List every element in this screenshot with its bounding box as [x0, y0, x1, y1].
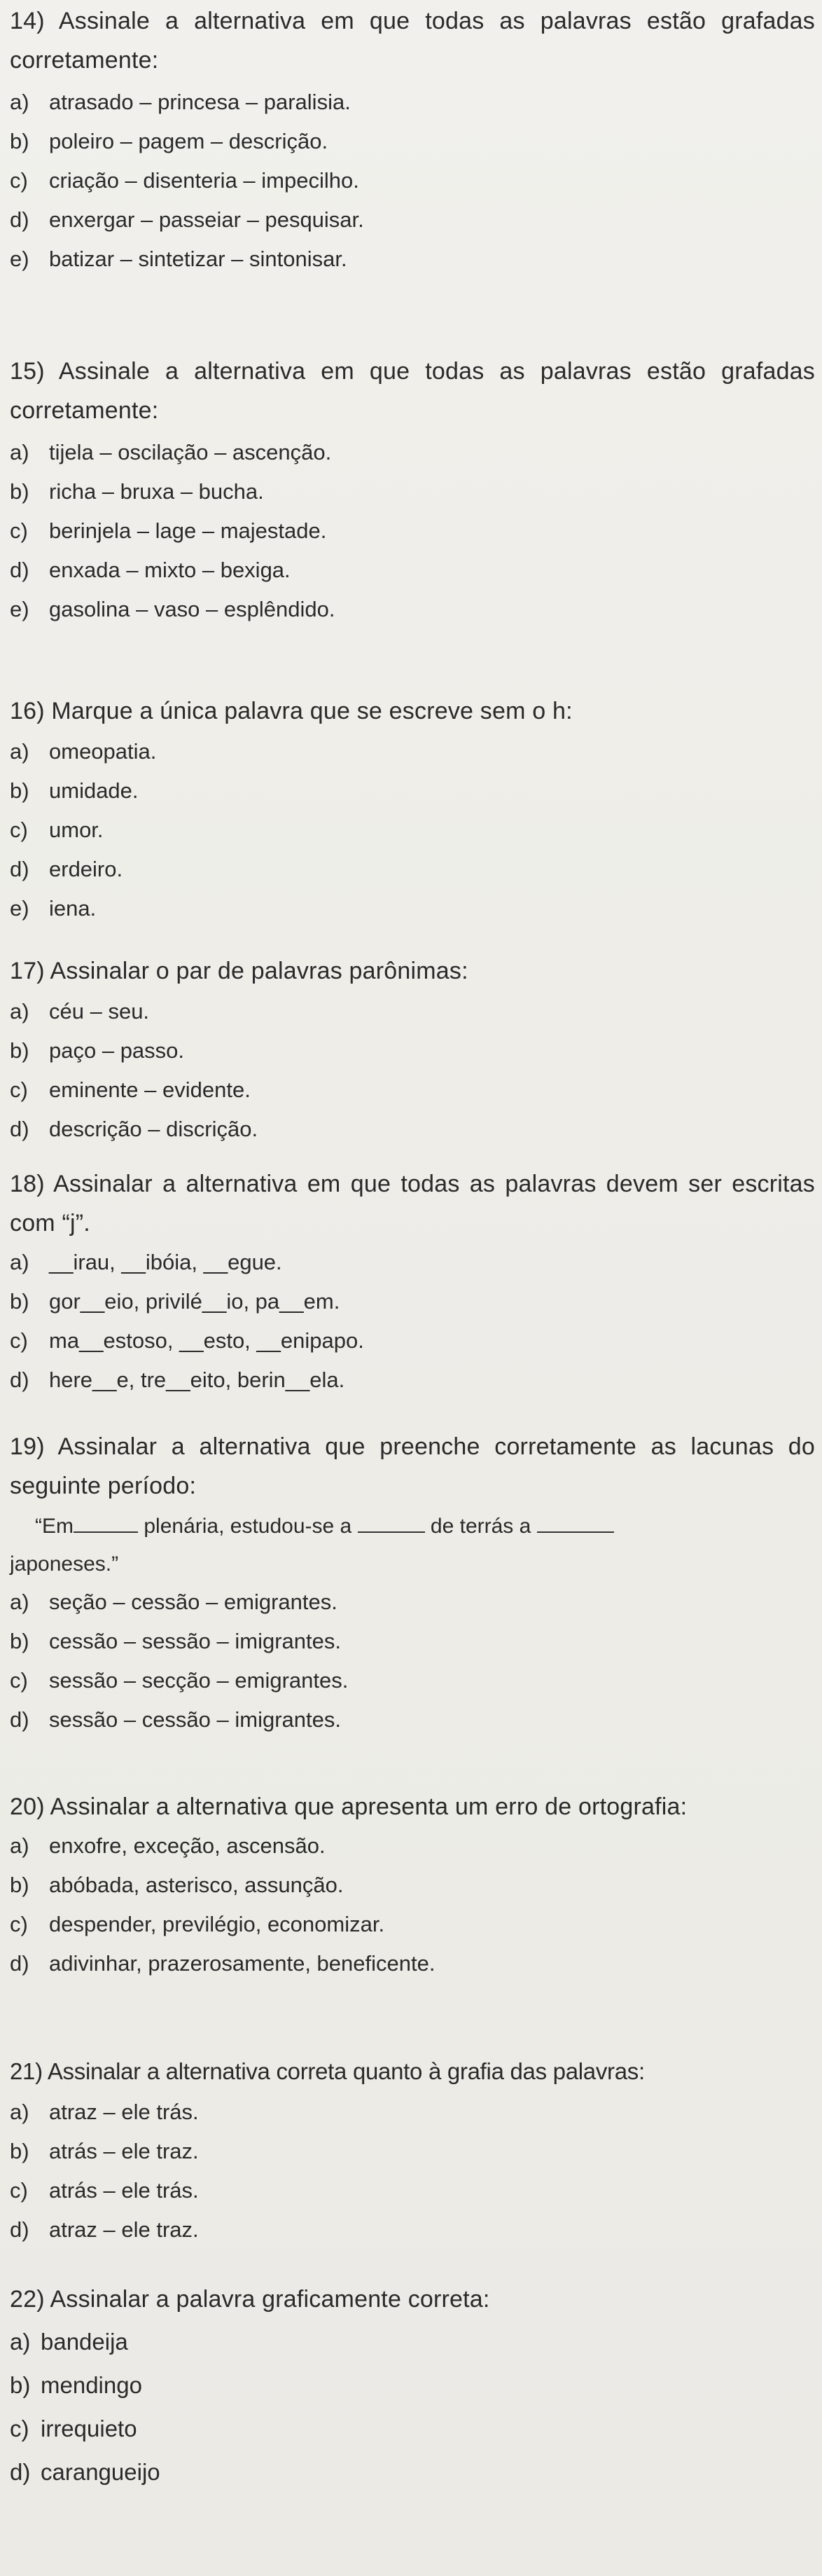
option-d[interactable] [10, 551, 815, 590]
option-e[interactable] [10, 240, 815, 279]
option-text: descrição – discrição. [49, 1117, 258, 1141]
option-text: poleiro – pagem – descrição. [49, 129, 328, 153]
option-text: sessão – secção – emigrantes. [49, 1668, 349, 1693]
option-letter: b) [10, 2372, 31, 2398]
option-text: umidade. [49, 778, 139, 803]
option-text: richa – bruxa – bucha. [49, 479, 264, 504]
option-e[interactable] [10, 590, 815, 629]
option-letter: e) [10, 896, 29, 921]
question-15 [10, 352, 815, 629]
option-b[interactable] [10, 122, 815, 161]
option-text: umor. [49, 818, 104, 842]
option-a[interactable] [10, 2093, 815, 2132]
option-d[interactable] [10, 850, 815, 889]
option-text: here__e, tre__eito, berin__ela. [49, 1368, 345, 1392]
sentence-part-3: de terrás a [430, 1515, 531, 1538]
option-b[interactable] [10, 472, 815, 511]
option-a[interactable] [10, 1243, 815, 1282]
option-d[interactable] [10, 2451, 815, 2494]
option-text: batizar – sintetizar – sintonisar. [49, 247, 347, 271]
option-d[interactable] [10, 1944, 815, 1983]
option-text: irrequieto [41, 2416, 137, 2441]
option-text: despender, previlégio, economizar. [49, 1912, 385, 1936]
option-letter: c) [10, 1077, 28, 1102]
option-e[interactable] [10, 889, 815, 928]
option-c[interactable] [10, 1070, 815, 1110]
option-text: bandeija [41, 2329, 128, 2355]
option-d[interactable] [10, 1700, 815, 1740]
option-text: criação – disenteria – impecilho. [49, 168, 359, 193]
question-16-text: 16) Marque a única palavra que se escreve sem o h: [10, 698, 573, 724]
option-letter: e) [10, 247, 29, 271]
option-c[interactable] [10, 1905, 815, 1944]
option-letter: d) [10, 857, 29, 881]
option-text: __irau, __ibóia, __egue. [49, 1250, 282, 1274]
option-letter: b) [10, 2139, 29, 2163]
sentence-end: japoneses.” [10, 1552, 119, 1576]
option-letter: c) [10, 518, 28, 543]
option-text: atrás – ele trás. [49, 2178, 199, 2203]
option-text: iena. [49, 896, 97, 921]
question-20-options [10, 1826, 815, 1983]
option-c[interactable] [10, 2171, 815, 2210]
option-letter: a) [10, 2100, 29, 2124]
option-d[interactable] [10, 2210, 815, 2250]
blank-1[interactable] [74, 1512, 138, 1533]
option-letter: b) [10, 1038, 29, 1063]
option-text: adivinhar, prazerosamente, beneficente. [49, 1951, 436, 1976]
option-letter: d) [10, 558, 29, 582]
option-text: atraz – ele trás. [49, 2100, 199, 2124]
question-20-text: 20) Assinalar a alternativa que apresenta um erro de ortografia: [10, 1793, 688, 1820]
question-21-text: 21) Assinalar a alternativa correta quanto à grafia das palavras: [10, 2058, 645, 2084]
question-16 [10, 690, 815, 928]
option-c[interactable] [10, 1321, 815, 1361]
option-letter: d) [10, 207, 29, 232]
option-b[interactable] [10, 2364, 815, 2407]
option-a[interactable] [10, 1583, 815, 1622]
question-18 [10, 1164, 815, 1400]
option-letter: d) [10, 1707, 29, 1732]
option-text: atraz – ele traz. [49, 2217, 199, 2242]
option-text: sessão – cessão – imigrantes. [49, 1707, 341, 1732]
option-letter: b) [10, 1873, 29, 1897]
option-text: seção – cessão – emigrantes. [49, 1590, 337, 1614]
question-22 [10, 2278, 815, 2494]
option-a[interactable] [10, 1826, 815, 1866]
option-text: carangueijo [41, 2459, 160, 2485]
option-letter: a) [10, 739, 29, 764]
option-c[interactable] [10, 161, 815, 200]
question-21 [10, 2051, 815, 2250]
option-a[interactable] [10, 2320, 815, 2364]
question-22-options [10, 2320, 815, 2494]
option-c[interactable] [10, 511, 815, 551]
option-d[interactable] [10, 1361, 815, 1400]
option-text: paço – passo. [49, 1038, 185, 1063]
question-17-text: 17) Assinalar o par de palavras parônimas: [10, 958, 468, 984]
option-b[interactable] [10, 1866, 815, 1905]
option-letter: c) [10, 2416, 29, 2441]
option-letter: a) [10, 440, 29, 464]
question-17 [10, 950, 815, 1149]
question-19-text: 19) Assinalar a alternativa que preenche corretamente as lacunas do seguinte período: [10, 1433, 815, 1499]
option-text: cessão – sessão – imigrantes. [49, 1629, 341, 1653]
question-21-options [10, 2093, 815, 2250]
option-b[interactable] [10, 1622, 815, 1661]
blank-2[interactable] [358, 1512, 425, 1533]
option-letter: d) [10, 2459, 31, 2485]
option-text: gor__eio, privilé__io, pa__em. [49, 1289, 340, 1314]
option-letter: d) [10, 1951, 29, 1976]
question-14-text: 14) Assinale a alternativa em que todas as palavras estão grafadas corretamente: [10, 8, 815, 74]
blank-3[interactable] [537, 1512, 614, 1533]
option-text: tijela – oscilação – ascenção. [49, 440, 332, 464]
option-letter: d) [10, 2217, 29, 2242]
option-text: enxergar – passeiar – pesquisar. [49, 207, 364, 232]
option-letter: d) [10, 1368, 29, 1392]
option-letter: c) [10, 818, 28, 842]
option-text: gasolina – vaso – esplêndido. [49, 597, 335, 621]
question-19 [10, 1427, 815, 1740]
option-b[interactable] [10, 2132, 815, 2171]
option-b[interactable] [10, 1031, 815, 1070]
question-20 [10, 1787, 815, 1983]
option-letter: c) [10, 1912, 28, 1936]
option-text: omeopatia. [49, 739, 157, 764]
question-18-options [10, 1243, 815, 1400]
question-15-options [10, 433, 815, 629]
gap-sentence [10, 1506, 815, 1548]
option-text: enxada – mixto – bexiga. [49, 558, 291, 582]
option-letter: c) [10, 2178, 28, 2203]
option-a[interactable] [10, 433, 815, 472]
option-letter: d) [10, 1117, 29, 1141]
sentence-part-2: plenária, estudou-se a [144, 1515, 352, 1538]
option-letter: b) [10, 479, 29, 504]
option-letter: c) [10, 168, 28, 193]
question-19-options [10, 1583, 815, 1740]
option-b[interactable] [10, 771, 815, 811]
option-text: atrasado – princesa – paralisia. [49, 90, 351, 114]
option-letter: b) [10, 1629, 29, 1653]
option-letter: a) [10, 1833, 29, 1858]
sentence-part-1: “Em [35, 1515, 74, 1538]
option-a[interactable] [10, 732, 815, 771]
question-18-text: 18) Assinalar a alternativa em que todas as palavras devem ser escritas com “j”. [10, 1171, 815, 1237]
option-a[interactable] [10, 992, 815, 1031]
option-text: ma__estoso, __esto, __enipapo. [49, 1328, 364, 1353]
question-15-text: 15) Assinale a alternativa em que todas as palavras estão grafadas corretamente: [10, 358, 815, 424]
option-a[interactable] [10, 83, 815, 122]
option-b[interactable] [10, 1282, 815, 1321]
option-d[interactable] [10, 1110, 815, 1149]
option-letter: a) [10, 1590, 29, 1614]
option-d[interactable] [10, 200, 815, 240]
option-text: abóbada, asterisco, assunção. [49, 1873, 344, 1897]
option-letter: a) [10, 2329, 31, 2355]
option-letter: c) [10, 1668, 28, 1693]
option-letter: b) [10, 129, 29, 153]
option-text: mendingo [41, 2372, 142, 2398]
option-letter: c) [10, 1328, 28, 1353]
option-text: eminente – evidente. [49, 1077, 251, 1102]
option-c[interactable] [10, 2407, 815, 2451]
option-c[interactable] [10, 811, 815, 850]
option-text: céu – seu. [49, 999, 150, 1024]
option-letter: b) [10, 778, 29, 803]
question-14-options [10, 83, 815, 279]
option-letter: a) [10, 999, 29, 1024]
option-text: atrás – ele traz. [49, 2139, 199, 2163]
option-c[interactable] [10, 1661, 815, 1700]
question-14 [10, 1, 815, 279]
option-text: berinjela – lage – majestade. [49, 518, 327, 543]
option-text: erdeiro. [49, 857, 123, 881]
question-22-text: 22) Assinalar a palavra graficamente correta: [10, 2286, 490, 2313]
option-letter: a) [10, 90, 29, 114]
option-letter: b) [10, 1289, 29, 1314]
option-letter: e) [10, 597, 29, 621]
question-16-options [10, 732, 815, 928]
option-text: enxofre, exceção, ascensão. [49, 1833, 326, 1858]
question-17-options [10, 992, 815, 1149]
option-letter: a) [10, 1250, 29, 1274]
